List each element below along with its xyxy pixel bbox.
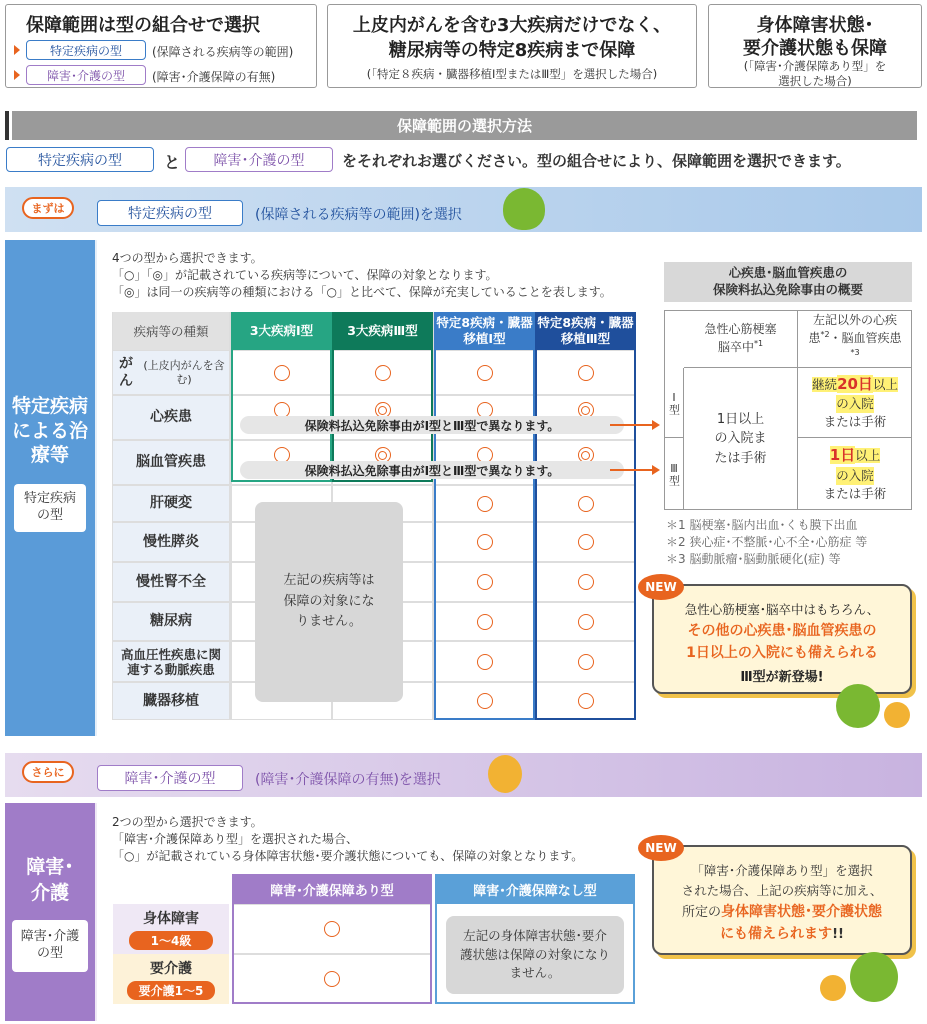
care-row-nursing-label: 要介護	[150, 961, 192, 977]
disease-cell	[333, 351, 432, 394]
disease-row-label	[113, 642, 229, 681]
arrow-icon	[14, 70, 20, 80]
feature-box-3-line1: 身体障害状態･	[756, 15, 874, 36]
waiver-title	[664, 262, 912, 302]
waiver-t3-a: 1日	[829, 446, 856, 464]
waiver-t3-b: 以上	[855, 448, 881, 463]
new-callout-2	[652, 845, 912, 955]
feature-box-1	[5, 4, 317, 88]
covered-mark	[375, 365, 391, 381]
callout-1-line2: その他の心疾患･脳血管疾患の	[687, 623, 877, 639]
disease-cell	[536, 603, 635, 640]
disease-cell	[435, 351, 534, 394]
disease-table-corner: 疾病等の種類	[113, 312, 229, 350]
method-tag-care: 障害･介護の型	[185, 147, 333, 172]
waiver-type-1: Ⅰ型	[664, 368, 684, 438]
section1-side-sub: 特定疾病の型	[14, 484, 86, 532]
covered-mark	[578, 693, 594, 709]
disease-cell	[435, 603, 534, 640]
disease-row-label	[113, 603, 229, 640]
disease-name: 肝硬変	[150, 495, 192, 512]
care-type-tag: 障害･介護の型	[26, 65, 146, 85]
disease-cell	[536, 351, 635, 394]
care-not-covered-box	[446, 916, 624, 994]
disease-name: 慢性腎不全	[136, 573, 206, 590]
disease-name: 心疾患	[150, 409, 192, 426]
arrow-connector	[610, 469, 654, 471]
new-callout-1	[652, 584, 912, 694]
disease-cell	[232, 351, 331, 394]
care-row-disability	[113, 904, 229, 954]
arrow-icon	[14, 45, 20, 55]
waiver-head-2-sup1: *2	[820, 330, 830, 340]
disease-cell	[435, 563, 534, 601]
disease-name: 糖尿病	[150, 613, 192, 630]
disease-name: 脳血管疾患	[136, 454, 206, 471]
feature-box-1-title: 保障範囲は型の組合せで選択	[26, 15, 260, 36]
feature-box-2-line2: 糖尿病等の特定8疾病まで保障	[388, 40, 636, 61]
mascot-icon	[836, 684, 880, 728]
mascot-icon	[503, 188, 545, 230]
waiver-title-line1: 心疾患･脳血管疾患の	[728, 265, 848, 281]
method-text: をそれぞれお選びください。型の組合せにより、保障範囲を選択できます。	[342, 152, 851, 170]
callout-1-line4: Ⅲ型が新登場!	[740, 670, 824, 685]
waiver-t3-c: の入院	[836, 467, 874, 485]
feature-box-2-line1: 上皮内がんを含む3大疾病だけでなく、	[352, 15, 672, 36]
footnote-2: ＊2 狭心症･不整脈･心不全･心筋症 等	[666, 535, 868, 549]
section2-side-sub: 障害･介護の型	[12, 920, 88, 972]
mascot-small-icon	[820, 975, 846, 1001]
disease-subname: (上皮内がんを含む)	[143, 359, 225, 386]
callout-2-line1: 「障害･介護保障あり型」を選択	[691, 863, 873, 878]
waiver-head-1	[684, 310, 798, 368]
column-header: 特定8疾病・臓器移植Ⅲ型	[536, 312, 635, 350]
covered-mark	[578, 365, 594, 381]
waiver-t1-c: 以上	[872, 376, 898, 392]
disease-cell	[536, 563, 635, 601]
callout-1-line3: 1日以上の入院にも備えられる	[686, 645, 878, 661]
arrow-icon	[652, 465, 660, 475]
care-not-covered-text: 左記の身体障害状態･要介護状態は保障の対象になりません。	[460, 927, 611, 981]
callout-1-line1: 急性心筋梗塞･脳卒中はもちろん、	[684, 602, 880, 617]
mascot-icon	[488, 755, 522, 793]
disease-name: がん	[119, 355, 134, 389]
disease-cell	[536, 486, 635, 521]
care-col-without: 障害･介護保障なし型	[435, 874, 635, 904]
waiver-diff-banner-1: 保険料払込免除事由がⅠ型とⅢ型で異なります。	[240, 416, 624, 434]
waiver-head-2-text: 左記以外の心疾患	[808, 313, 897, 346]
disease-name: 臓器移植	[143, 692, 199, 709]
section2-intro1: 2つの型から選択できます。	[112, 815, 263, 829]
section1-text: (保障される疾病等の範囲)を選択	[255, 207, 462, 223]
callout-2-line3a: 所定の	[681, 905, 721, 920]
covered-mark	[477, 574, 493, 590]
method-and: と	[164, 153, 181, 172]
disease-cell	[536, 683, 635, 719]
section1-tag: 特定疾病の型	[97, 200, 243, 226]
section1-intro2: 「○」「◎」が記載されている疾病等について、保障の対象となります。	[112, 268, 498, 282]
column-header: 特定8疾病・臓器移植Ⅰ型	[435, 312, 534, 350]
covered-mark	[274, 365, 290, 381]
care-row-nursing	[113, 954, 229, 1004]
disease-cell	[435, 486, 534, 521]
method-header: 保障範囲の選択方法	[12, 111, 917, 140]
disease-type-tag: 特定疾病の型	[26, 40, 146, 60]
waiver-head-1-sup: *1	[753, 339, 764, 348]
disease-name: 高血圧性疾患に関連する動脈疾患	[120, 646, 221, 677]
section2-side-title1: 障害･	[26, 856, 74, 878]
disease-cell	[536, 642, 635, 681]
disease-cell	[536, 523, 635, 561]
waiver-type1-cond	[798, 368, 912, 438]
waiver-title-line2: 保険料払込免除事由の概要	[712, 282, 863, 297]
callout-2-line4	[654, 923, 910, 943]
disease-cell	[435, 683, 534, 719]
disease-row-label	[113, 523, 229, 561]
disease-row-label	[113, 441, 229, 484]
waiver-head-2-sup2: *3	[850, 347, 860, 357]
care-col-with: 障害･介護保障あり型	[232, 874, 432, 904]
care-row-nursing-sub: 要介護1～5	[127, 981, 216, 1000]
care-col-with-outline	[232, 874, 432, 1004]
callout-2-line4b: !!	[832, 927, 844, 942]
waiver-t1-e: または手術	[823, 414, 887, 430]
care-type-desc: (障害･介護保障の有無)	[152, 70, 276, 84]
covered-mark	[477, 534, 493, 550]
callout-2-line3b: 身体障害状態･要介護状態	[721, 904, 882, 920]
feature-box-3-note1: (「障害･介護保障あり型」を	[743, 59, 887, 73]
method-tag-disease: 特定疾病の型	[6, 147, 154, 172]
waiver-head-1-text: 急性心筋梗塞脳卒中	[704, 322, 777, 354]
waiver-head-2	[798, 310, 912, 368]
arrow-icon	[652, 420, 660, 430]
feature-box-3	[708, 4, 922, 88]
feature-box-2-note: (「特定８疾病・臓器移植Ⅰ型またはⅢ型」を選択した場合)	[366, 67, 658, 81]
new-badge-2: NEW	[638, 835, 684, 861]
care-row-disability-sub: 1～4級	[129, 931, 214, 950]
covered-mark	[477, 365, 493, 381]
not-covered-box	[255, 502, 403, 702]
disease-row-label	[113, 396, 229, 439]
covered-mark	[578, 614, 594, 630]
waiver-t1-b: 20日	[837, 374, 873, 393]
footnote-3: ＊3 脳動脈瘤･脳動脈硬化(症) 等	[666, 552, 841, 566]
disease-row-label	[113, 351, 229, 394]
covered-mark	[578, 534, 594, 550]
disease-row-label	[113, 563, 229, 601]
covered-mark	[578, 496, 594, 512]
disease-row-label	[113, 683, 229, 719]
feature-box-3-line2: 要介護状態も保障	[743, 38, 887, 59]
callout-2-line2: された場合、上記の疾病等に加え、	[681, 883, 883, 898]
column-header: 3大疾病Ⅲ型	[333, 312, 432, 350]
section2-badge: さらに	[22, 761, 74, 783]
disease-cell	[435, 523, 534, 561]
callout-2-line4a: にも備えられます	[720, 926, 833, 942]
section2-side	[5, 803, 95, 1021]
covered-mark	[578, 654, 594, 670]
waiver-type-3: Ⅲ型	[664, 438, 684, 510]
mascot-icon	[850, 952, 898, 1002]
covered-mark	[477, 496, 493, 512]
waiver-t1-a: 継続	[812, 376, 838, 392]
new-badge-1: NEW	[638, 574, 684, 600]
section2-tag: 障害･介護の型	[97, 765, 243, 791]
disease-type-desc: (保障される疾病等の範囲)	[152, 45, 294, 59]
mascot-small-icon	[884, 702, 910, 728]
disease-name: 慢性膵炎	[143, 533, 199, 550]
covered-mark	[578, 574, 594, 590]
disease-row-label	[113, 486, 229, 521]
section1-intro3: 「◎」は同一の疾病等の種類における「○」と比べて、保障が充実していることを表します。	[112, 285, 612, 299]
covered-mark	[477, 654, 493, 670]
waiver-diff-banner-2: 保険料払込免除事由がⅠ型とⅢ型で異なります。	[240, 461, 624, 479]
callout-2-line3	[654, 901, 910, 921]
feature-box-2	[327, 4, 697, 88]
waiver-head-2-textb: ・脳血管疾患	[829, 331, 902, 346]
not-covered-text: 左記の疾病等は保障の対象になりません。	[283, 572, 375, 630]
column-header: 3大疾病Ⅰ型	[232, 312, 331, 350]
waiver-common: 1日以上の入院または手術	[684, 368, 798, 510]
section2-intro3: 「○」が記載されている身体障害状態･要介護状態についても、保障の対象となります。	[112, 849, 584, 863]
section2-side-title2: 介護	[30, 882, 69, 904]
covered-mark	[477, 614, 493, 630]
method-left-bar	[5, 111, 9, 140]
waiver-t1-d: の入院	[836, 395, 874, 413]
footnote-1: ＊1 脳梗塞･脳内出血･くも膜下出血	[666, 518, 858, 532]
arrow-connector	[610, 424, 654, 426]
section1-badge: まずは	[22, 197, 74, 219]
feature-box-3-note2: 選択した場合)	[778, 74, 852, 88]
care-row-disability-label: 身体障害	[143, 911, 199, 927]
section2-intro2: 「障害･介護保障あり型」を選択された場合、	[112, 832, 359, 846]
covered-mark	[477, 693, 493, 709]
section1-side-title: 特定疾病による治療等	[11, 395, 88, 467]
section2-text: (障害･介護保障の有無)を選択	[255, 772, 441, 788]
waiver-t3-d: または手術	[823, 485, 887, 501]
section1-intro1: 4つの型から選択できます。	[112, 251, 263, 265]
waiver-type3-cond	[798, 438, 912, 510]
disease-cell	[435, 642, 534, 681]
